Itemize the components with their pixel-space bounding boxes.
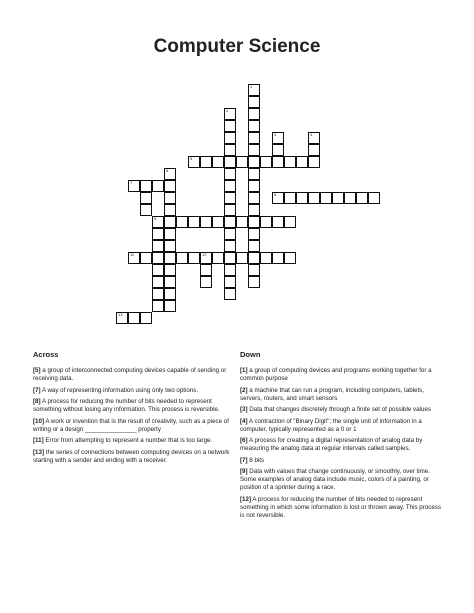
grid-cell[interactable]: [164, 300, 176, 312]
grid-cell[interactable]: [200, 156, 212, 168]
grid-cell[interactable]: [224, 252, 236, 264]
down-clues: [240, 350, 445, 523]
grid-cell[interactable]: [164, 204, 176, 216]
grid-cell[interactable]: [284, 192, 296, 204]
clue-number: [9]: [240, 468, 248, 475]
grid-cell[interactable]: [308, 132, 320, 144]
grid-cell[interactable]: [248, 156, 260, 168]
grid-cell[interactable]: [344, 192, 356, 204]
clue-number: [11]: [33, 437, 44, 444]
clue-number: [7]: [33, 386, 41, 394]
grid-cell[interactable]: [224, 240, 236, 252]
clue-number: [3]: [240, 406, 248, 413]
clue-text: A way of representing information using only two options.: [40, 386, 199, 394]
grid-cell[interactable]: [248, 276, 260, 288]
clue-text: A process for creating a digital representation of analog data by measuring the analog data at regular intervals called samples.: [240, 437, 423, 452]
grid-cell[interactable]: [212, 156, 224, 168]
grid-cell[interactable]: [308, 156, 320, 168]
across-clue: [33, 398, 238, 414]
grid-cell[interactable]: [296, 192, 308, 204]
across-clue-list: [33, 367, 238, 465]
grid-cell[interactable]: [224, 216, 236, 228]
grid-cell[interactable]: [248, 240, 260, 252]
grid-cell[interactable]: [260, 252, 272, 264]
clue-text: A work or invention that is the result of creativity, such as a piece of writing or a design _______________ property: [33, 417, 229, 433]
grid-cell[interactable]: [152, 228, 164, 240]
clue-number: [1]: [240, 367, 248, 374]
grid-cell[interactable]: [224, 144, 236, 156]
grid-cell[interactable]: [224, 168, 236, 180]
clue-number: [13]: [33, 448, 45, 456]
grid-cell[interactable]: [260, 156, 272, 168]
across-clues: [33, 350, 238, 468]
clue-number-label: 1: [250, 84, 253, 89]
grid-cell[interactable]: [284, 156, 296, 168]
grid-cell[interactable]: [152, 276, 164, 288]
grid-cell[interactable]: [224, 288, 236, 300]
grid-cell[interactable]: [272, 192, 284, 204]
clue-text: A contraction of "Binary Digit"; the single unit of information in a computer, typically represented as a 0 or 1: [240, 417, 422, 433]
grid-cell[interactable]: [272, 216, 284, 228]
grid-cell[interactable]: [224, 132, 236, 144]
down-clue: [240, 496, 445, 520]
grid-cell[interactable]: [248, 204, 260, 216]
grid-cell[interactable]: [128, 312, 140, 324]
clue-text: 8 bits: [247, 456, 265, 464]
grid-cell[interactable]: [116, 312, 128, 324]
clue-number: [10]: [33, 417, 45, 425]
clue-text: A process for reducing the number of bits needed to represent something in which some information is lost or thrown away. This process is not reversible.: [240, 495, 441, 519]
grid-cell[interactable]: [248, 192, 260, 204]
across-clue: [33, 387, 238, 395]
grid-cell[interactable]: [224, 192, 236, 204]
clue-number: [8]: [33, 398, 41, 405]
grid-cell[interactable]: [248, 264, 260, 276]
grid-cell[interactable]: [224, 276, 236, 288]
grid-cell[interactable]: [248, 144, 260, 156]
clue-number-label: 8: [274, 192, 277, 197]
clue-number-label: 13: [118, 312, 123, 317]
grid-cell[interactable]: [224, 120, 236, 132]
down-clue: [240, 437, 445, 453]
across-clue: [33, 437, 238, 445]
grid-cell[interactable]: [236, 252, 248, 264]
grid-cell[interactable]: [200, 216, 212, 228]
grid-cell[interactable]: [248, 228, 260, 240]
down-clue: [240, 367, 445, 383]
clue-text: a group of interconnected computing devices capable of sending or receiving data.: [33, 367, 227, 382]
clue-number: [5]: [33, 367, 41, 374]
grid-cell[interactable]: [272, 156, 284, 168]
grid-cell[interactable]: [140, 312, 152, 324]
grid-cell[interactable]: [248, 132, 260, 144]
grid-cell[interactable]: [248, 216, 260, 228]
grid-cell[interactable]: [188, 252, 200, 264]
grid-cell[interactable]: [200, 276, 212, 288]
grid-cell[interactable]: [200, 252, 212, 264]
clue-text: the series of connections between computing devices on a network starting with a sender and ending with a receiver.: [33, 448, 230, 464]
grid-cell[interactable]: [152, 252, 164, 264]
grid-cell[interactable]: [164, 228, 176, 240]
grid-cell[interactable]: [248, 168, 260, 180]
grid-cell[interactable]: [356, 192, 368, 204]
clue-number: [7]: [240, 456, 248, 464]
grid-cell[interactable]: [164, 180, 176, 192]
grid-cell[interactable]: [164, 288, 176, 300]
clue-text: A process for reducing the number of bits needed to represent something without losing any information. This process is reversible.: [33, 398, 220, 413]
grid-cell[interactable]: [164, 192, 176, 204]
clue-text: Data with values that change continuously, or smoothly, over time. Some examples of analog data include music, colors of a painting, or position of a sprinter during a race.: [240, 468, 430, 491]
clue-number: [12]: [240, 495, 252, 503]
grid-cell[interactable]: [368, 192, 380, 204]
grid-cell[interactable]: [164, 216, 176, 228]
grid-cell[interactable]: [152, 216, 164, 228]
grid-cell[interactable]: [140, 192, 152, 204]
grid-cell[interactable]: [248, 96, 260, 108]
grid-cell[interactable]: [308, 144, 320, 156]
clue-number-label: 11: [130, 252, 135, 257]
grid-cell[interactable]: [152, 288, 164, 300]
grid-cell[interactable]: [248, 120, 260, 132]
puzzle-title: Computer Science: [153, 36, 321, 57]
clue-number: [2]: [240, 386, 248, 394]
grid-cell[interactable]: [236, 216, 248, 228]
grid-cell[interactable]: [188, 156, 200, 168]
grid-cell[interactable]: [224, 204, 236, 216]
grid-cell[interactable]: [248, 84, 260, 96]
grid-cell[interactable]: [128, 180, 140, 192]
down-clue: [240, 387, 445, 403]
grid-cell[interactable]: [224, 108, 236, 120]
clue-number: [4]: [240, 417, 248, 425]
grid-cell[interactable]: [164, 264, 176, 276]
down-clue: [240, 468, 445, 492]
down-clue: [240, 457, 445, 465]
grid-cell[interactable]: [236, 156, 248, 168]
grid-cell[interactable]: [212, 252, 224, 264]
grid-cell[interactable]: [200, 264, 212, 276]
clue-number-label: 2: [226, 108, 229, 113]
grid-cell[interactable]: [188, 216, 200, 228]
clue-text: Data that changes discretely through a finite set of possible values: [247, 406, 431, 413]
grid-cell[interactable]: [248, 180, 260, 192]
across-heading: Across: [33, 350, 59, 359]
grid-cell[interactable]: [284, 216, 296, 228]
grid-cell[interactable]: [224, 228, 236, 240]
grid-cell[interactable]: [332, 192, 344, 204]
grid-cell[interactable]: [164, 168, 176, 180]
grid-cell[interactable]: [176, 216, 188, 228]
clue-text: Error from attempting to represent a number that is too large.: [43, 437, 213, 444]
clue-number-label: 5: [190, 156, 193, 161]
grid-cell[interactable]: [308, 192, 320, 204]
clue-number-label: 12: [202, 252, 207, 257]
clue-number-label: 7: [130, 180, 133, 185]
grid-cell[interactable]: [296, 156, 308, 168]
grid-cell[interactable]: [248, 108, 260, 120]
down-clue: [240, 406, 445, 414]
grid-cell[interactable]: [140, 204, 152, 216]
grid-cell[interactable]: [272, 132, 284, 144]
clue-number-label: 9: [154, 216, 157, 221]
clue-number-label: 3: [274, 132, 277, 137]
across-clue: [33, 418, 238, 434]
grid-cell[interactable]: [224, 180, 236, 192]
clue-number-label: 6: [166, 168, 169, 173]
grid-cell[interactable]: [164, 276, 176, 288]
grid-cell[interactable]: [260, 216, 272, 228]
grid-cell[interactable]: [140, 180, 152, 192]
across-clue: [33, 449, 238, 465]
clue-number-label: 4: [310, 132, 313, 137]
grid-cell[interactable]: [152, 264, 164, 276]
grid-cell[interactable]: [152, 240, 164, 252]
clue-text: a group of computing devices and programs working together for a common purpose: [240, 367, 432, 382]
down-clue: [240, 418, 445, 434]
grid-cell[interactable]: [224, 264, 236, 276]
grid-cell[interactable]: [128, 252, 140, 264]
grid-cell[interactable]: [272, 144, 284, 156]
down-clue-list: [240, 367, 445, 520]
grid-cell[interactable]: [164, 240, 176, 252]
grid-cell[interactable]: [272, 252, 284, 264]
grid-cell[interactable]: [248, 252, 260, 264]
down-heading: Down: [240, 350, 261, 359]
clue-number: [6]: [240, 437, 248, 444]
grid-cell[interactable]: [224, 156, 236, 168]
grid-cell[interactable]: [164, 252, 176, 264]
grid-cell[interactable]: [176, 252, 188, 264]
grid-cell[interactable]: [320, 192, 332, 204]
grid-cell[interactable]: [152, 300, 164, 312]
grid-cell[interactable]: [212, 216, 224, 228]
grid-cell[interactable]: [140, 252, 152, 264]
across-clue: [33, 367, 238, 383]
clue-text: a machine that can run a program, including computers, tablets, servers, routers, and smart sensors: [240, 386, 424, 402]
grid-cell[interactable]: [152, 180, 164, 192]
grid-cell[interactable]: [284, 252, 296, 264]
